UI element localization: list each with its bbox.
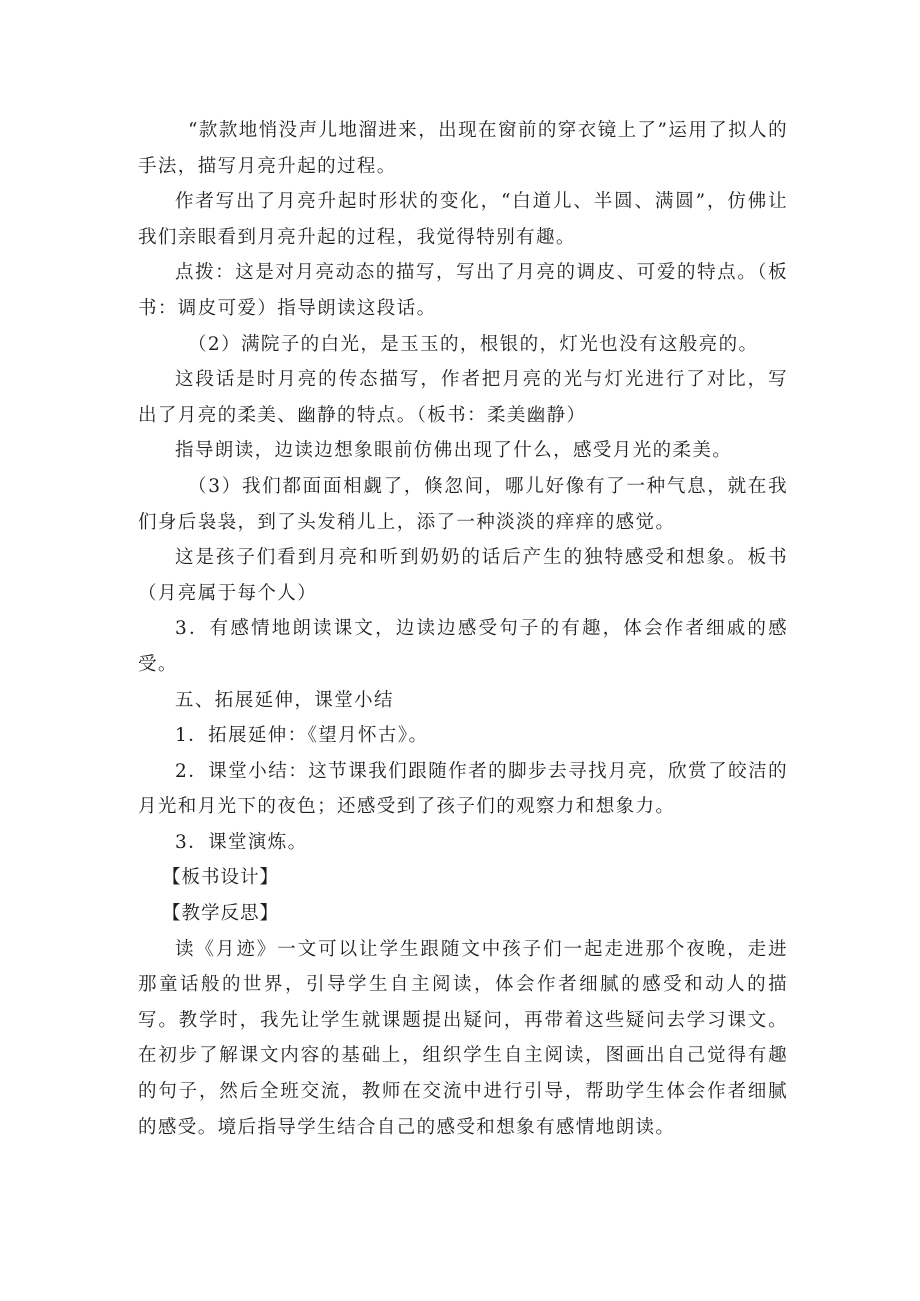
paragraph-shape-change: 作者写出了月亮升起时形状的变化，“白道儿、半圆、满圆”，仿佛让我们亲眼看到月亮升起的过程，我觉得特别有趣。 xyxy=(138,191,788,248)
list-item-2: 2．课堂小结：这节课我们跟随作者的脚步去寻找月亮，欣赏了皎洁的月光和月光下的夜色；还感受到了孩子们的观察力和想象力。 xyxy=(138,760,788,818)
paragraph-sentence-3: （3）我们都面面相觑了，倏忽间，哪儿好像有了一种气息，就在我们身后袅袅，到了头发稍儿上，添了一种淡淡的痒痒的感觉。 xyxy=(138,475,788,533)
section-heading-extension: 五、拓展延伸，课堂小结 xyxy=(175,689,394,711)
paragraph-reflection: 读《月迹》一文可以让学生跟随文中孩子们一起走进那个夜晚，走进那童话般的世界，引导学生自主阅读，体会作者细腻的感受和动人的描写。教学时，我先让学生就课题提出疑问，再带着这些疑问去学习课文。在初步了解课文内容的基础上，组织学生自主阅读，图画出自己觉得有趣的句子，然后全班交流，教师在交流中进行引导，帮助学生体会作者细腻的感受。境后指导学生结合自己的感受和想象有感情地朗读。 xyxy=(138,938,788,1138)
paragraph-sentence-3-analysis: 这是孩子们看到月亮和听到奶奶的话后产生的独特感受和想象。板书（月亮属于每个人） xyxy=(138,547,788,604)
paragraph-sentence-2-analysis: 这段话是时月亮的传态描写，作者把月亮的光与灯光进行了对比，写出了月亮的柔美、幽静的特点。（板书：柔美幽静） xyxy=(138,369,788,426)
paragraph-quote-analysis: “款款地悄没声儿地溜进来，出现在窗前的穿衣镜上了”运用了拟人的手法，描写月亮升起的过程。 xyxy=(138,120,788,177)
list-item-3b: 3．课堂演炼。 xyxy=(175,831,308,853)
paragraph-reading-guidance: 指导朗读，边读边想象眼前仿佛出现了什么，感受月光的柔美。 xyxy=(175,440,733,462)
heading-teaching-reflection: 【教学反思】 xyxy=(162,903,280,925)
heading-board-design: 【板书设计】 xyxy=(162,867,280,889)
list-item-1: 1．拓展延伸：《望月怀古》。 xyxy=(175,725,429,747)
list-item-3: 3．有感情地朗读课文，边读边感受句子的有趣，体会作者细戚的感受。 xyxy=(138,618,788,675)
paragraph-guidance-1: 点拨：这是对月亮动态的描写，写出了月亮的调皮、可爱的特点。（板书：调皮可爱）指导朗读这段话。 xyxy=(138,262,788,319)
paragraph-sentence-2: （2）满院子的白光，是玉玉的，根银的，灯光也没有这般亮的。 xyxy=(188,333,759,355)
document-body xyxy=(138,113,788,1145)
